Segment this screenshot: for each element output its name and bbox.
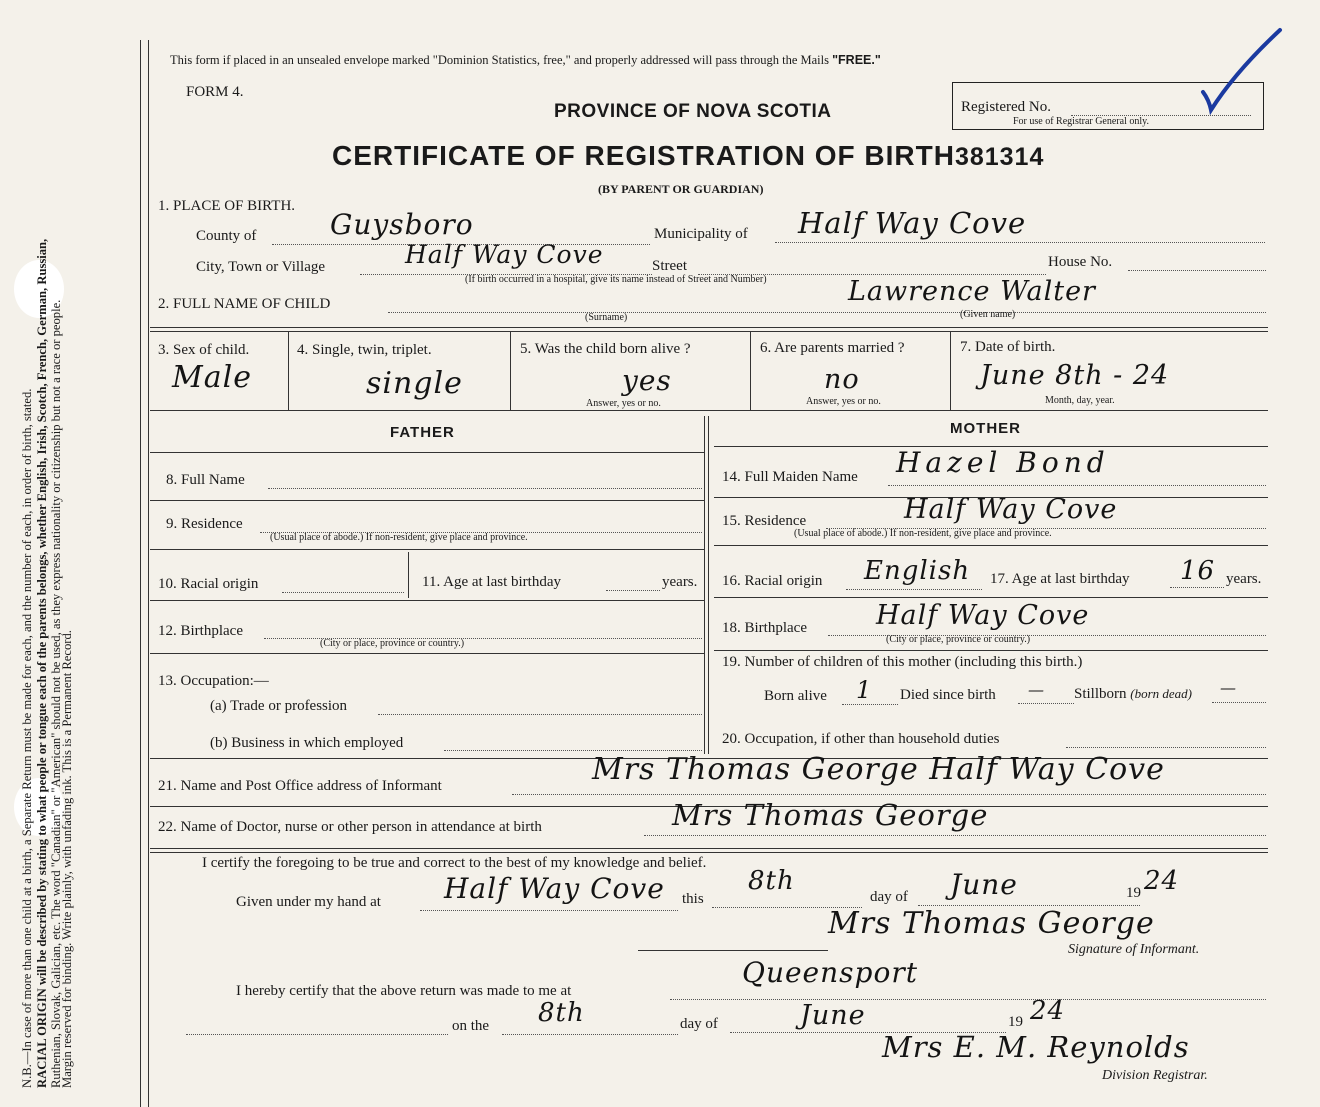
dob-label: 7. Date of birth. bbox=[960, 339, 1056, 355]
margin-rule bbox=[140, 40, 141, 1107]
registrar-signature: Mrs E. M. Reynolds bbox=[882, 1030, 1190, 1064]
registrar-statement: I hereby certify that the above return was made to me at bbox=[236, 983, 572, 999]
born-alive-value: 1 bbox=[856, 676, 873, 704]
married-value: no bbox=[824, 364, 860, 395]
registered-no-label: Registered No. bbox=[961, 99, 1051, 115]
mother-residence-note: (Usual place of abode.) If non-resident, give place and province. bbox=[794, 528, 1052, 539]
given-year-prefix: 19 bbox=[1126, 885, 1141, 901]
county-label: County of bbox=[196, 228, 257, 244]
given-day-value: 8th bbox=[748, 866, 795, 896]
on-the-label: on the bbox=[452, 1018, 490, 1034]
margin-line-1: N.B.—In case of more than one child at a birth, a Separate Return must be made for each, and the number of each, in order of birth, stated. bbox=[20, 388, 34, 1088]
child-name-label: 2. FULL NAME OF CHILD bbox=[158, 296, 331, 312]
registrar-year-value: 24 bbox=[1030, 996, 1066, 1026]
subtitle: (BY PARENT OR GUARDIAN) bbox=[598, 182, 764, 196]
county-value: Guysboro bbox=[330, 208, 474, 241]
house-label: House No. bbox=[1048, 254, 1113, 270]
informant-value: Mrs Thomas George Half Way Cove bbox=[592, 752, 1165, 787]
city-value: Half Way Cove bbox=[405, 240, 604, 269]
mother-birthplace-value: Half Way Cove bbox=[876, 600, 1090, 631]
form-number: FORM 4. bbox=[186, 84, 244, 100]
doctor-value: Mrs Thomas George bbox=[672, 798, 989, 832]
alive-label: 5. Was the child born alive ? bbox=[520, 341, 691, 357]
father-racial-label: 10. Racial origin bbox=[158, 576, 259, 592]
registrar-title: Division Registrar. bbox=[1102, 1068, 1208, 1083]
dob-note: Month, day, year. bbox=[1045, 395, 1115, 406]
father-birthplace-note: (City or place, province or country.) bbox=[320, 638, 465, 649]
died-label: Died since birth bbox=[900, 687, 996, 703]
signature-label: Signature of Informant. bbox=[1068, 942, 1200, 957]
checkmark-icon bbox=[1195, 22, 1285, 122]
margin-rule-inner bbox=[148, 40, 149, 1107]
city-label: City, Town or Village bbox=[196, 259, 326, 275]
registrar-year-prefix: 19 bbox=[1008, 1014, 1023, 1030]
father-occupation-label: 13. Occupation:— bbox=[158, 673, 269, 689]
certify-statement: I certify the foregoing to be true and correct to the best of my knowledge and belief. bbox=[202, 855, 707, 871]
margin-line-3: Ruthenian, Slovak, Galician, etc. The word "Canadian" or "American" should not be used, as they express nationality or citizenship but not a race or people. bbox=[49, 299, 64, 1088]
mother-children-label: 19. Number of children of this mother (including this birth.) bbox=[722, 654, 1083, 670]
doctor-label: 22. Name of Doctor, nurse or other person in attendance at birth bbox=[158, 819, 542, 835]
mother-name-label: 14. Full Maiden Name bbox=[722, 469, 858, 485]
mother-years: years. bbox=[1226, 571, 1262, 587]
registrar-month-value: June bbox=[800, 1000, 866, 1031]
binding-note: Margin reserved for binding. Write plainly, with unfading ink. This is a Permanent Record. bbox=[60, 630, 74, 1088]
died-value: — bbox=[1028, 680, 1045, 699]
stillborn-note: (born dead) bbox=[1130, 686, 1193, 701]
surname-note: (Surname) bbox=[585, 312, 628, 323]
registrar-day-value: 8th bbox=[538, 998, 585, 1028]
mother-racial-label: 16. Racial origin bbox=[722, 573, 823, 589]
page-title: CERTIFICATE OF REGISTRATION OF BIRTH381314 bbox=[332, 140, 1045, 171]
born-alive-label: Born alive bbox=[764, 688, 827, 704]
given-note: (Given name) bbox=[960, 309, 1016, 320]
father-birthplace-label: 12. Birthplace bbox=[158, 623, 243, 639]
plurality-label: 4. Single, twin, triplet. bbox=[297, 342, 432, 358]
mother-heading: MOTHER bbox=[950, 420, 1021, 437]
married-note: Answer, yes or no. bbox=[806, 396, 881, 407]
given-month-value: June bbox=[950, 868, 1018, 901]
father-residence-label: 9. Residence bbox=[166, 516, 243, 532]
given-under-label: Given under my hand at bbox=[236, 894, 381, 910]
this-label: this bbox=[682, 891, 704, 907]
father-trade-label: (a) Trade or profession bbox=[210, 698, 348, 714]
father-heading: FATHER bbox=[390, 424, 455, 441]
registrar-day-of-label: day of bbox=[680, 1016, 718, 1032]
registrar-place-value: Queensport bbox=[742, 956, 918, 989]
mother-residence-label: 15. Residence bbox=[722, 513, 807, 529]
married-label: 6. Are parents married ? bbox=[760, 340, 905, 356]
mother-residence-value: Half Way Cove bbox=[904, 494, 1118, 525]
dob-value: June 8th - 24 bbox=[980, 360, 1170, 391]
stillborn-label: Stillborn (born dead) bbox=[1074, 686, 1193, 702]
given-place-value: Half Way Cove bbox=[444, 872, 665, 905]
sex-label: 3. Sex of child. bbox=[158, 342, 250, 358]
sex-value: Male bbox=[172, 360, 252, 395]
mother-occupation-label: 20. Occupation, if other than household duties bbox=[722, 731, 1000, 747]
mother-birthplace-label: 18. Birthplace bbox=[722, 620, 807, 636]
mother-name-value: Hazel Bond bbox=[896, 446, 1110, 479]
father-name-label: 8. Full Name bbox=[166, 472, 245, 488]
alive-value: yes bbox=[622, 364, 672, 397]
hospital-note: (If birth occurred in a hospital, give its name instead of Street and Number) bbox=[465, 274, 767, 285]
place-heading: 1. PLACE OF BIRTH. bbox=[158, 198, 296, 214]
given-year-value: 24 bbox=[1144, 866, 1180, 896]
mother-birthplace-note: (City or place, province or country.) bbox=[886, 634, 1031, 645]
mother-age-label: 17. Age at last birthday bbox=[990, 571, 1130, 587]
margin-line-2: RACIAL ORIGIN will be described by stating to what people or tongue each of the parents belongs, whether English, Irish, Scotch, French, German, Russian, bbox=[34, 238, 49, 1088]
informant-label: 21. Name and Post Office address of Informant bbox=[158, 778, 442, 794]
father-business-label: (b) Business in which employed bbox=[210, 735, 404, 751]
registration-number: 381314 bbox=[954, 143, 1045, 171]
plurality-value: single bbox=[366, 366, 463, 401]
municipality-label: Municipality of bbox=[654, 226, 748, 242]
province-heading: PROVINCE OF NOVA SCOTIA bbox=[554, 101, 832, 122]
mother-age-value: 16 bbox=[1180, 556, 1216, 586]
child-given-name: Lawrence Walter bbox=[848, 276, 1096, 307]
father-residence-note: (Usual place of abode.) If non-resident, give place and province. bbox=[270, 532, 528, 543]
given-day-of-label: day of bbox=[870, 889, 908, 905]
mother-racial-value: English bbox=[864, 556, 971, 586]
registered-no-note: For use of Registrar General only. bbox=[1013, 116, 1149, 127]
stillborn-value: — bbox=[1220, 678, 1237, 697]
father-years: years. bbox=[662, 574, 698, 590]
informant-signature: Mrs Thomas George bbox=[828, 906, 1155, 941]
municipality-value: Half Way Cove bbox=[798, 206, 1027, 240]
alive-note: Answer, yes or no. bbox=[586, 398, 661, 409]
father-age-label: 11. Age at last birthday bbox=[422, 574, 561, 590]
street-label: Street bbox=[652, 258, 687, 274]
mail-notice: This form if placed in an unsealed envelope marked "Dominion Statistics, free," and properly addressed will pass through the Mails "FREE." bbox=[170, 53, 881, 67]
margin-instructions bbox=[20, 28, 64, 1088]
